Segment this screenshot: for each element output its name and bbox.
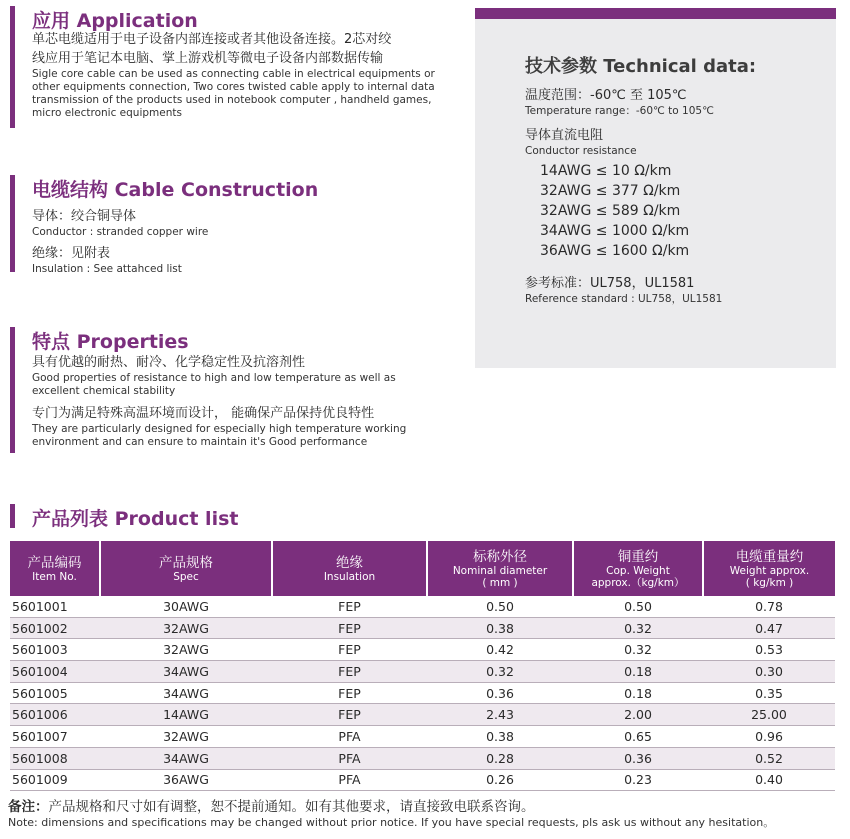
column-header: 标称外径 Nominal diameter ( mm ): [427, 541, 573, 596]
cell-insulation: FEP: [272, 596, 427, 617]
cell-item-no: 5601006: [10, 704, 100, 726]
cell-spec: 34AWG: [100, 747, 272, 769]
application-en-line: other equipments connection, Two cores twisted cable apply to internal data: [32, 81, 435, 93]
application-en-line: transmission of the products used in notebook computer , handheld games,: [32, 94, 432, 106]
product-table: [10, 541, 835, 791]
technical-data-panel: [475, 8, 836, 368]
table-row: [10, 639, 835, 661]
cell-copper-weight: 0.18: [573, 661, 703, 683]
cell-insulation: PFA: [272, 769, 427, 791]
cell-weight: 0.96: [703, 726, 835, 748]
resistance-zh: 导体直流电阻: [525, 128, 604, 143]
cell-diameter: 0.36: [427, 682, 573, 704]
table-row: [10, 704, 835, 726]
reference-en: Reference standard : UL758，UL1581: [525, 293, 723, 305]
column-header: 产品编码 Item No.: [10, 541, 100, 596]
cell-weight: 0.40: [703, 769, 835, 791]
application-zh-line: 单芯电缆适用于电子设备内部连接或者其他设备连接。2芯对绞: [32, 32, 392, 47]
cell-item-no: 5601002: [10, 617, 100, 639]
cell-insulation: FEP: [272, 704, 427, 726]
cell-weight: 0.30: [703, 661, 835, 683]
column-header: 电缆重量约 Weight approx. ( kg/km ): [703, 541, 835, 596]
application-heading: 应用 Application: [32, 10, 198, 32]
cell-spec: 14AWG: [100, 704, 272, 726]
cell-weight: 0.53: [703, 639, 835, 661]
temperature-en: Temperature range：-60℃ to 105℃: [525, 105, 714, 117]
property-en: environment and can ensure to maintain it's Good performance: [32, 436, 368, 448]
construction-section: [10, 175, 460, 275]
column-header: 绝缘 Insulation: [272, 541, 427, 596]
table-row: [10, 596, 835, 617]
cell-insulation: FEP: [272, 682, 427, 704]
cell-item-no: 5601004: [10, 661, 100, 683]
property-en: Good properties of resistance to high and low temperature as well as: [32, 372, 396, 384]
insulation-en: Insulation : See attahced list: [32, 263, 182, 275]
conductor-zh: 导体：绞合铜导体: [32, 209, 137, 224]
table-row: [10, 747, 835, 769]
note-zh: [8, 795, 535, 815]
cell-copper-weight: 0.23: [573, 769, 703, 791]
column-header: 产品规格 Spec: [100, 541, 272, 596]
cell-item-no: 5601003: [10, 639, 100, 661]
cell-item-no: 5601001: [10, 596, 100, 617]
cell-item-no: 5601008: [10, 747, 100, 769]
application-en-line: micro electronic equipments: [32, 107, 182, 119]
resistance-item: 32AWG ≤ 589 Ω/km: [540, 203, 681, 219]
property-en: They are particularly designed for especially high temperature working: [32, 423, 407, 435]
product-list-section: [10, 504, 460, 528]
cell-item-no: 5601005: [10, 682, 100, 704]
cell-copper-weight: 0.65: [573, 726, 703, 748]
resistance-item: 14AWG ≤ 10 Ω/km: [540, 163, 672, 179]
application-en-line: Sigle core cable can be used as connecting cable in electrical equipments or: [32, 68, 435, 80]
resistance-list: [540, 161, 689, 261]
cell-weight: 0.78: [703, 596, 835, 617]
cell-copper-weight: 0.18: [573, 682, 703, 704]
properties-section: [10, 327, 460, 455]
cell-weight: 0.47: [703, 617, 835, 639]
cell-copper-weight: 2.00: [573, 704, 703, 726]
cell-diameter: 0.26: [427, 769, 573, 791]
cell-copper-weight: 0.32: [573, 639, 703, 661]
note-zh-text: 产品规格和尺寸如有调整，恕不提前通知。如有其他要求，请直接致电联系咨询。: [48, 799, 535, 815]
cell-diameter: 0.38: [427, 726, 573, 748]
cell-weight: 0.35: [703, 682, 835, 704]
resistance-en: Conductor resistance: [525, 145, 637, 157]
product-list-heading: 产品列表 Product list: [32, 508, 239, 530]
cell-diameter: 0.32: [427, 661, 573, 683]
cell-insulation: PFA: [272, 726, 427, 748]
table-row: [10, 617, 835, 639]
cell-spec: 32AWG: [100, 726, 272, 748]
cell-copper-weight: 0.32: [573, 617, 703, 639]
cell-copper-weight: 0.50: [573, 596, 703, 617]
cell-diameter: 0.38: [427, 617, 573, 639]
resistance-item: 32AWG ≤ 377 Ω/km: [540, 183, 681, 199]
cell-spec: 30AWG: [100, 596, 272, 617]
cell-spec: 32AWG: [100, 617, 272, 639]
cell-spec: 32AWG: [100, 639, 272, 661]
application-zh-line: 线应用于笔记本电脑、掌上游戏机等微电子设备内部数据传输: [32, 51, 384, 66]
cell-diameter: 0.42: [427, 639, 573, 661]
table-row: [10, 661, 835, 683]
cell-insulation: PFA: [272, 747, 427, 769]
table-header-row: [10, 541, 835, 596]
column-header: 铜重约 Cop. Weight approx.（kg/km）: [573, 541, 703, 596]
section-bar: [10, 175, 15, 272]
panel-top-bar: [475, 8, 836, 19]
table-row: [10, 769, 835, 791]
properties-heading: 特点 Properties: [32, 331, 189, 353]
cell-spec: 36AWG: [100, 769, 272, 791]
cell-insulation: FEP: [272, 639, 427, 661]
property-en: excellent chemical stability: [32, 385, 176, 397]
table-row: [10, 682, 835, 704]
cell-insulation: FEP: [272, 661, 427, 683]
section-bar: [10, 6, 15, 128]
conductor-en: Conductor : stranded copper wire: [32, 226, 209, 238]
insulation-zh: 绝缘：见附表: [32, 246, 111, 261]
cell-item-no: 5601009: [10, 769, 100, 791]
cell-spec: 34AWG: [100, 682, 272, 704]
table-row: [10, 726, 835, 748]
application-section: [10, 6, 460, 128]
resistance-item: 36AWG ≤ 1600 Ω/km: [540, 243, 690, 259]
cell-weight: 0.52: [703, 747, 835, 769]
property-zh: 具有优越的耐热、耐冷、化学稳定性及抗溶剂性: [32, 355, 306, 370]
cell-copper-weight: 0.36: [573, 747, 703, 769]
section-bar: [10, 504, 15, 528]
cell-diameter: 2.43: [427, 704, 573, 726]
technical-heading: 技术参数 Technical data:: [525, 56, 757, 77]
temperature-zh: 温度范围：-60℃ 至 105℃: [525, 88, 687, 103]
note-en: Note: dimensions and specifications may be changed without prior notice. If you have special requests, pls ask us without any hesitation。: [8, 816, 775, 829]
cell-diameter: 0.28: [427, 747, 573, 769]
cell-insulation: FEP: [272, 617, 427, 639]
cell-spec: 34AWG: [100, 661, 272, 683]
property-zh: 专门为满足特殊高温环境而设计， 能确保产品保持优良特性: [32, 406, 375, 421]
reference-zh: 参考标准：UL758，UL1581: [525, 276, 695, 291]
section-bar: [10, 327, 15, 453]
resistance-item: 34AWG ≤ 1000 Ω/km: [540, 223, 690, 239]
cell-diameter: 0.50: [427, 596, 573, 617]
note-label: 备注：: [8, 799, 49, 815]
construction-heading: 电缆结构 Cable Construction: [32, 179, 319, 201]
cell-item-no: 5601007: [10, 726, 100, 748]
cell-weight: 25.00: [703, 704, 835, 726]
